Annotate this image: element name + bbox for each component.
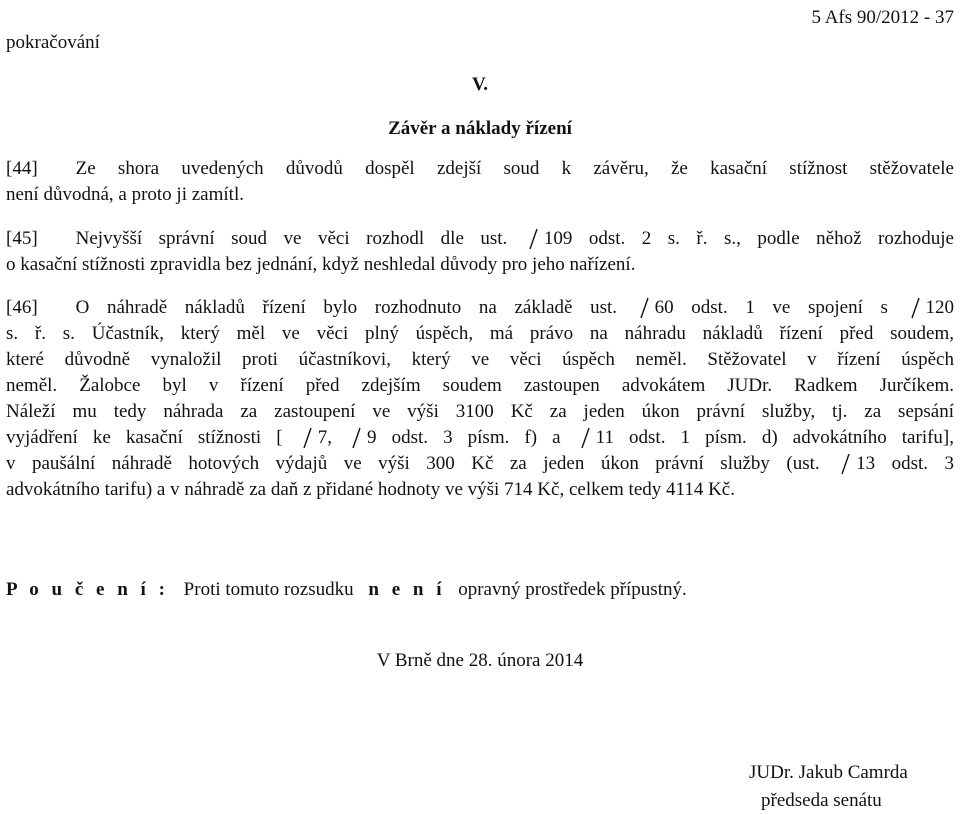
place-date: V Brně dne 28. února 2014 [376, 650, 584, 671]
paragraph-45-line2: o kasační stížnosti zpravidla bez jednání, když neshledal důvody pro jeho nařízení. [6, 254, 636, 275]
continuation-label: pokračování [6, 32, 100, 53]
paragraph-45 [6, 226, 954, 278]
paragraph-46-line5: Náleží mu tedy náhrada za zastoupení ve výši 3100 Kč za jeden úkon právní služby, tj. za sepsání [6, 401, 954, 422]
section-sign-icon [301, 427, 315, 449]
paragraph-46-line1: [46] O náhradě nákladů řízení bylo rozhodnuto na základě ust. 60 odst. 1 ve spojení s 120 [6, 297, 955, 318]
paragraph-number: [46] [6, 297, 38, 318]
paragraph-number: [44] [6, 158, 38, 179]
case-number: 5 Afs 90/2012 - 37 [811, 7, 954, 28]
paragraph-46-line3: které důvodně vynaložil proti účastníkovi, který ve věci úspěch neměl. Stěžovatel v řízení úspěch [6, 349, 954, 370]
paragraph-46-line4: neměl. Žalobce byl v řízení před zdejším soudem zastoupen advokátem JUDr. Radkem Jurčíkem. [6, 375, 954, 396]
signature-name: JUDr. Jakub Camrda [749, 762, 908, 783]
signature-role: předseda senátu [761, 790, 882, 811]
section-sign-icon [527, 228, 541, 250]
notice-emphasis: n e n í [368, 579, 446, 600]
paragraph-44-line2: není důvodná, a proto ji zamítl. [6, 184, 244, 205]
notice-label: P o u č e n í : [6, 579, 169, 600]
paragraph-45-line1: [45] Nejvyšší správní soud ve věci rozhodl dle ust. 109 odst. 2 s. ř. s., podle něhož rozhoduje [6, 228, 954, 249]
section-sign-icon [839, 453, 853, 475]
paragraph-46 [6, 295, 954, 503]
section-sign-icon [638, 297, 652, 319]
paragraph-46-line7: v paušální náhradě hotových výdajů ve výši 300 Kč za jeden úkon právní služby (ust. 13 odst. 3 [6, 453, 954, 474]
section-sign-icon [579, 427, 593, 449]
paragraph-number: [45] [6, 228, 38, 249]
section-sign-icon [909, 297, 923, 319]
paragraph-44-line1: [44] Ze shora uvedených důvodů dospěl zdejší soud k závěru, že kasační stížnost stěžovatele [6, 158, 954, 179]
section-numeral: V. [471, 74, 489, 95]
paragraph-44 [6, 156, 954, 208]
notice-text: Proti tomuto rozsudku [183, 579, 354, 600]
paragraph-46-line2: s. ř. s. Účastník, který měl ve věci plný úspěch, má právo na náhradu nákladů řízení před soudem, [6, 323, 954, 344]
section-title: Závěr a náklady řízení [388, 118, 572, 139]
legal-notice [6, 577, 687, 603]
section-sign-icon [350, 427, 364, 449]
paragraph-46-line8: advokátního tarifu) a v náhradě za daň z přidané hodnoty ve výši 714 Kč, celkem tedy 4114 Kč. [6, 479, 735, 500]
paragraph-46-line6: vyjádření ke kasační stížnosti [ 7, 9 odst. 3 písm. f) a 11 odst. 1 písm. d) advokátního tarifu], [6, 427, 954, 448]
notice-text-end: opravný prostředek přípustný. [458, 579, 687, 600]
